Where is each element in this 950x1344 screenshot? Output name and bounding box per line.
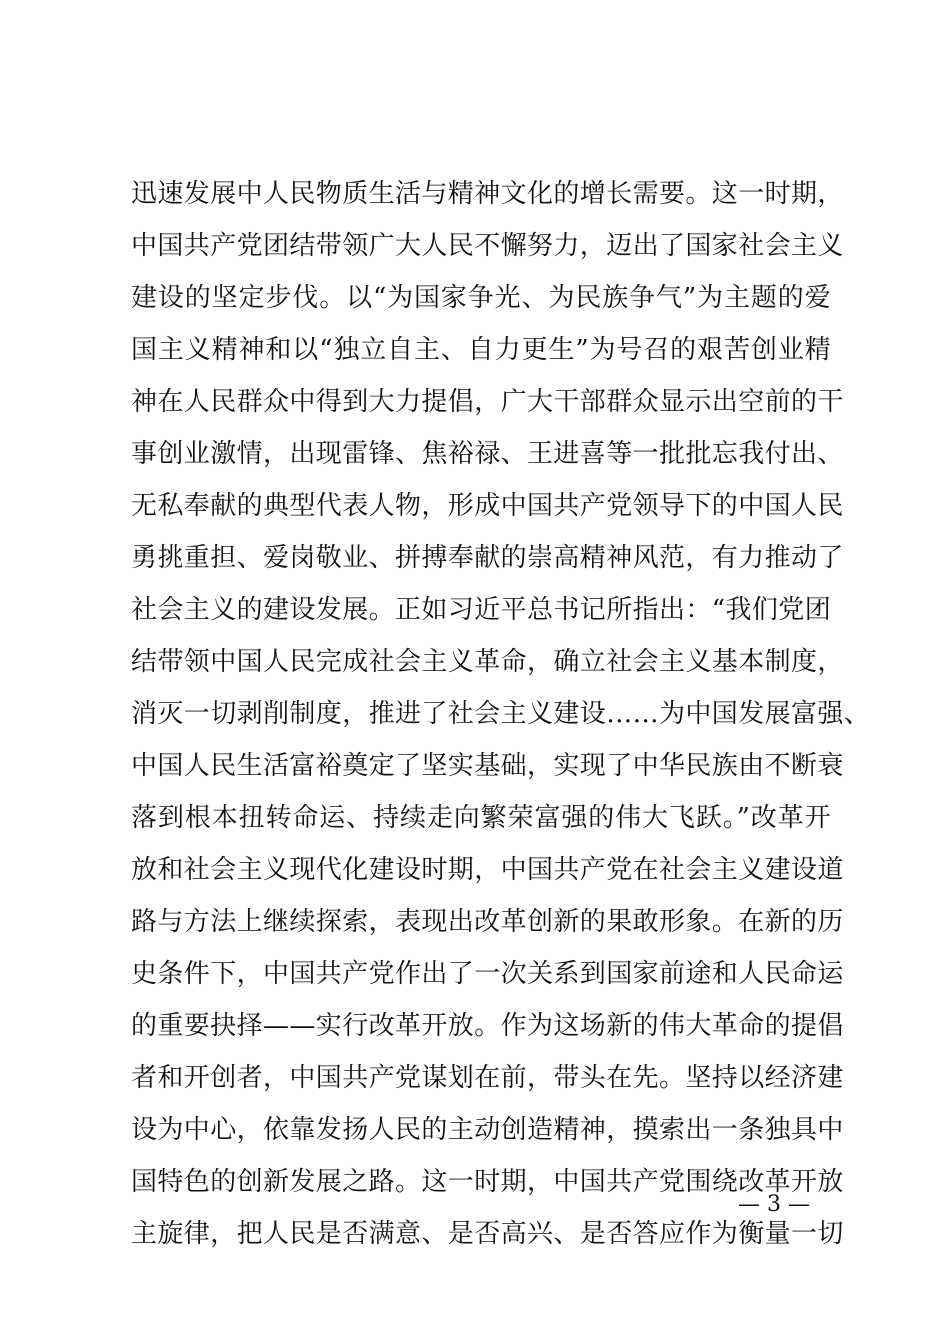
text-line-14: 放和社会主义现代化建设时期，中国共产党在社会主义建设道: [131, 855, 844, 885]
body-text: [131, 168, 871, 1260]
text-line-2: 中国共产党团结带领广大人民不懈努力，迈出了国家社会主义: [131, 231, 844, 261]
text-line-19: 设为中心，依靠发扬人民的主动创造精神，摸索出一条独具中: [131, 1115, 844, 1145]
text-line-18: 者和开创者，中国共产党谋划在前，带头在先。坚持以经济建: [131, 1063, 844, 1093]
text-line-7: 无私奉献的典型代表人物，形成中国共产党领导下的中国人民: [131, 491, 844, 521]
text-line-16: 史条件下，中国共产党作出了一次关系到国家前途和人民命运: [131, 959, 844, 989]
text-line-10: 结带领中国人民完成社会主义革命，确立社会主义基本制度，: [131, 647, 844, 677]
text-line-15: 路与方法上继续探索，表现出改革创新的果敢形象。在新的历: [131, 907, 844, 937]
page-number: — 3 —: [738, 1192, 810, 1217]
text-line-13: 落到根本扭转命运、持续走向繁荣富强的伟大飞跃。”改革开: [131, 803, 831, 833]
text-line-9: 社会主义的建设发展。正如习近平总书记所指出：“我们党团: [131, 595, 832, 625]
text-line-12: 中国人民生活富裕奠定了坚实基础，实现了中华民族由不断衰: [131, 751, 844, 781]
text-line-17: 的重要抉择——实行改革开放。作为这场新的伟大革命的提倡: [131, 1011, 844, 1041]
text-line-8: 勇挑重担、爱岗敬业、拼搏奉献的崇高精神风范，有力推动了: [131, 543, 844, 573]
text-line-6: 事创业激情，出现雷锋、焦裕禄、王进喜等一批批忘我付出、: [131, 439, 844, 469]
text-line-5: 神在人民群众中得到大力提倡，广大干部群众显示出空前的干: [131, 387, 844, 417]
text-line-3: 建设的坚定步伐。以“为国家争光、为民族争气”为主题的爱: [131, 283, 831, 313]
text-line-1: 迅速发展中人民物质生活与精神文化的增长需要。这一时期，: [131, 179, 844, 209]
text-line-21: 主旋律，把人民是否满意、是否高兴、是否答应作为衡量一切: [131, 1219, 844, 1249]
text-line-11: 消灭一切剥削制度，推进了社会主义建设……为中国发展富强、: [131, 699, 871, 729]
text-line-20: 国特色的创新发展之路。这一时期，中国共产党围绕改革开放: [131, 1167, 844, 1197]
text-line-4: 国主义精神和以“独立自主、自力更生”为号召的艰苦创业精: [131, 335, 831, 365]
